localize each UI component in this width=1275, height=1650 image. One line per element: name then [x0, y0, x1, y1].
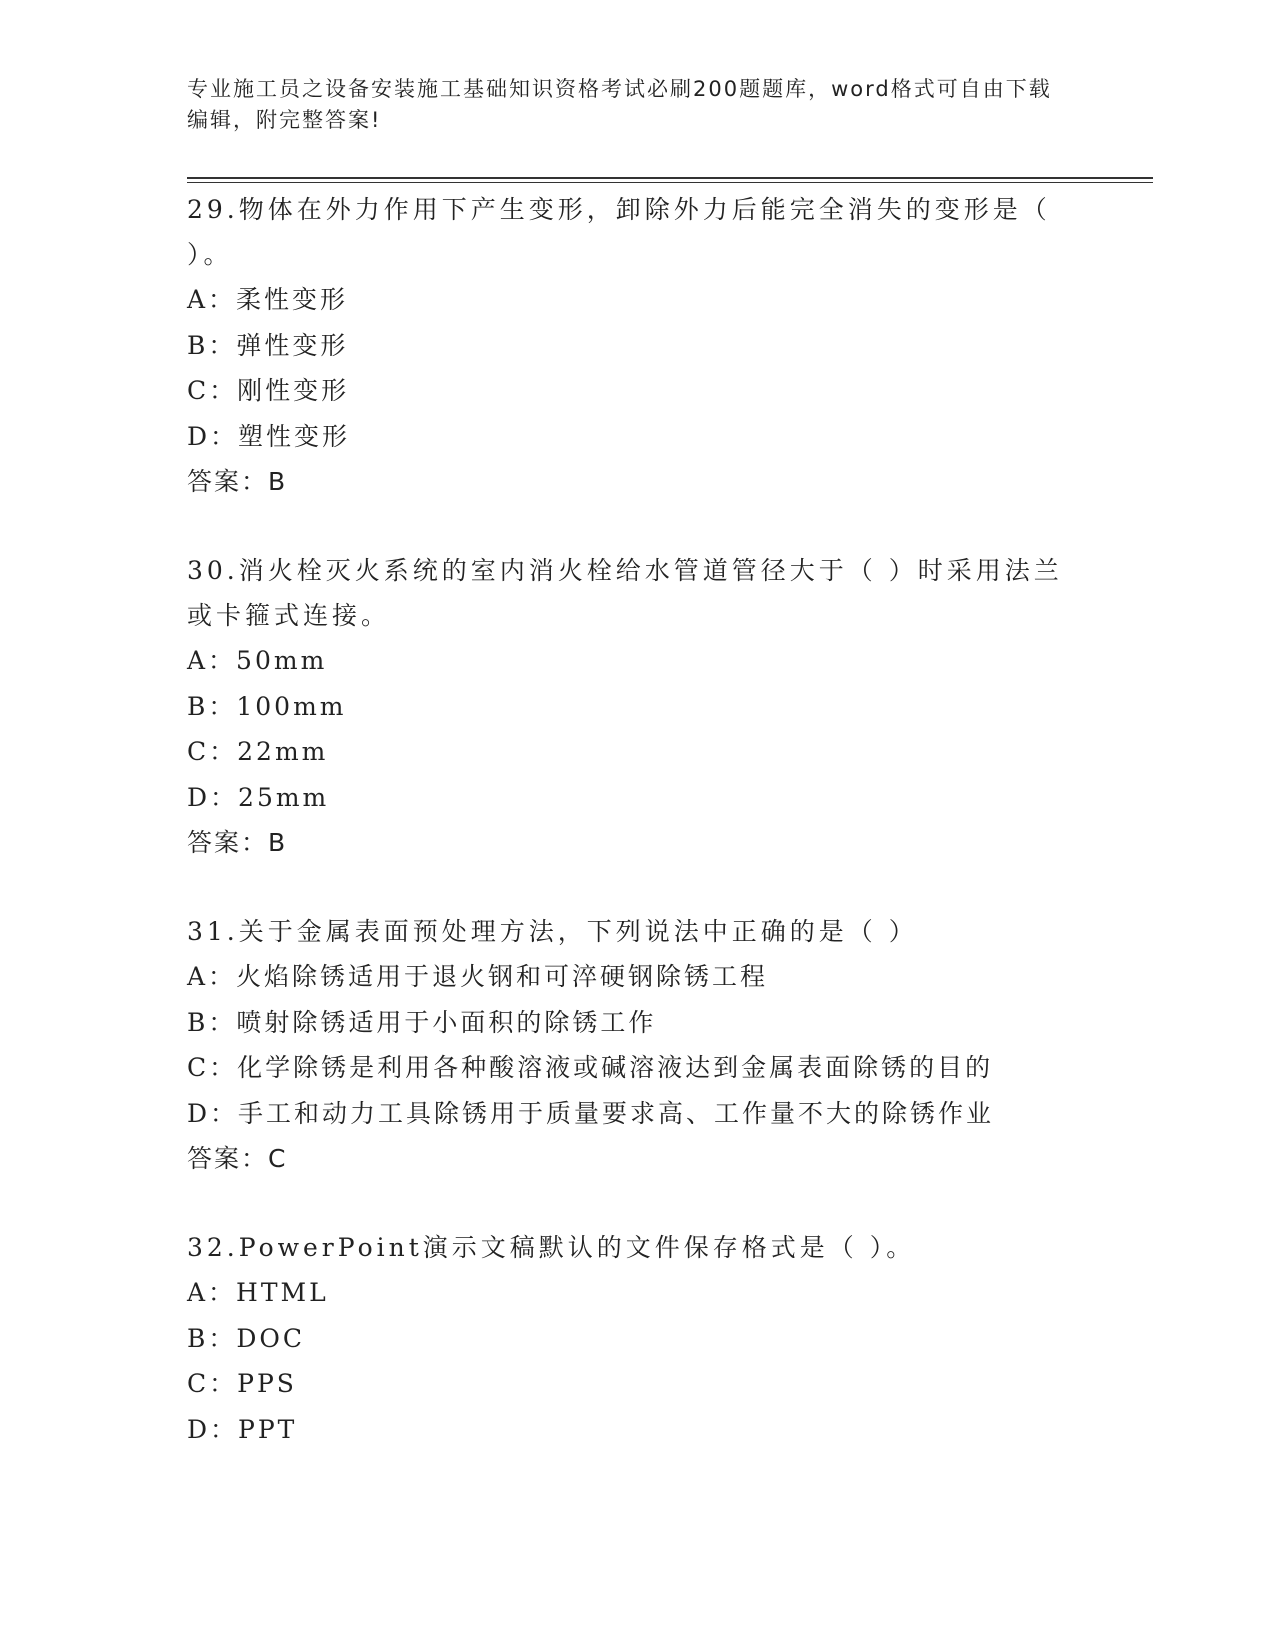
question-text: 31.关于金属表面预处理方法，下列说法中正确的是（ ） — [187, 917, 918, 946]
option-c: C：刚性变形 — [187, 376, 350, 405]
question-text: 29.物体在外力作用下产生变形，卸除外力后能完全消失的变形是（ ）。 — [187, 195, 1051, 269]
option-a: A：50mm — [187, 646, 328, 675]
option-b: B：弹性变形 — [187, 330, 349, 360]
option-b: B：喷射除锈适用于小面积的除锈工作 — [187, 1007, 657, 1037]
option-c: C：PPS — [187, 1369, 297, 1398]
question-32 — [187, 1225, 1067, 1452]
answer-text: 答案：B — [187, 467, 288, 496]
answer-text: 答案：B — [187, 828, 288, 857]
option-c: C：22mm — [187, 737, 329, 766]
option-a: A：火焰除锈适用于退火钢和可淬硬钢除锈工程 — [187, 962, 769, 991]
option-d: D：25mm — [187, 782, 330, 812]
question-text: 32.PowerPoint演示文稿默认的文件保存格式是（ ）。 — [187, 1233, 916, 1262]
option-d: D：塑性变形 — [187, 421, 351, 451]
document-header-title: 专业施工员之设备安装施工基础知识资格考试必刷200题题库，word格式可自由下载编辑，附完整答案! — [187, 77, 1052, 132]
option-a: A：HTML — [187, 1278, 329, 1307]
option-a: A：柔性变形 — [187, 285, 349, 314]
question-31 — [187, 909, 1067, 1181]
option-b: B：100mm — [187, 691, 347, 721]
answer-text: 答案：C — [187, 1144, 288, 1173]
question-list — [187, 187, 1067, 1496]
option-c: C：化学除锈是利用各种酸溶液或碱溶液达到金属表面除锈的目的 — [187, 1053, 994, 1082]
question-29 — [187, 187, 1067, 504]
question-text: 30.消火栓灭火系统的室内消火栓给水管道管径大于（ ）时采用法兰或卡箍式连接。 — [187, 556, 1063, 630]
option-b: B：DOC — [187, 1323, 306, 1353]
option-d: D：PPT — [187, 1414, 298, 1444]
option-d: D：手工和动力工具除锈用于质量要求高、工作量不大的除锈作业 — [187, 1098, 995, 1128]
header-divider-thick — [187, 177, 1153, 179]
header-divider-thin — [187, 182, 1153, 183]
question-30 — [187, 548, 1067, 865]
